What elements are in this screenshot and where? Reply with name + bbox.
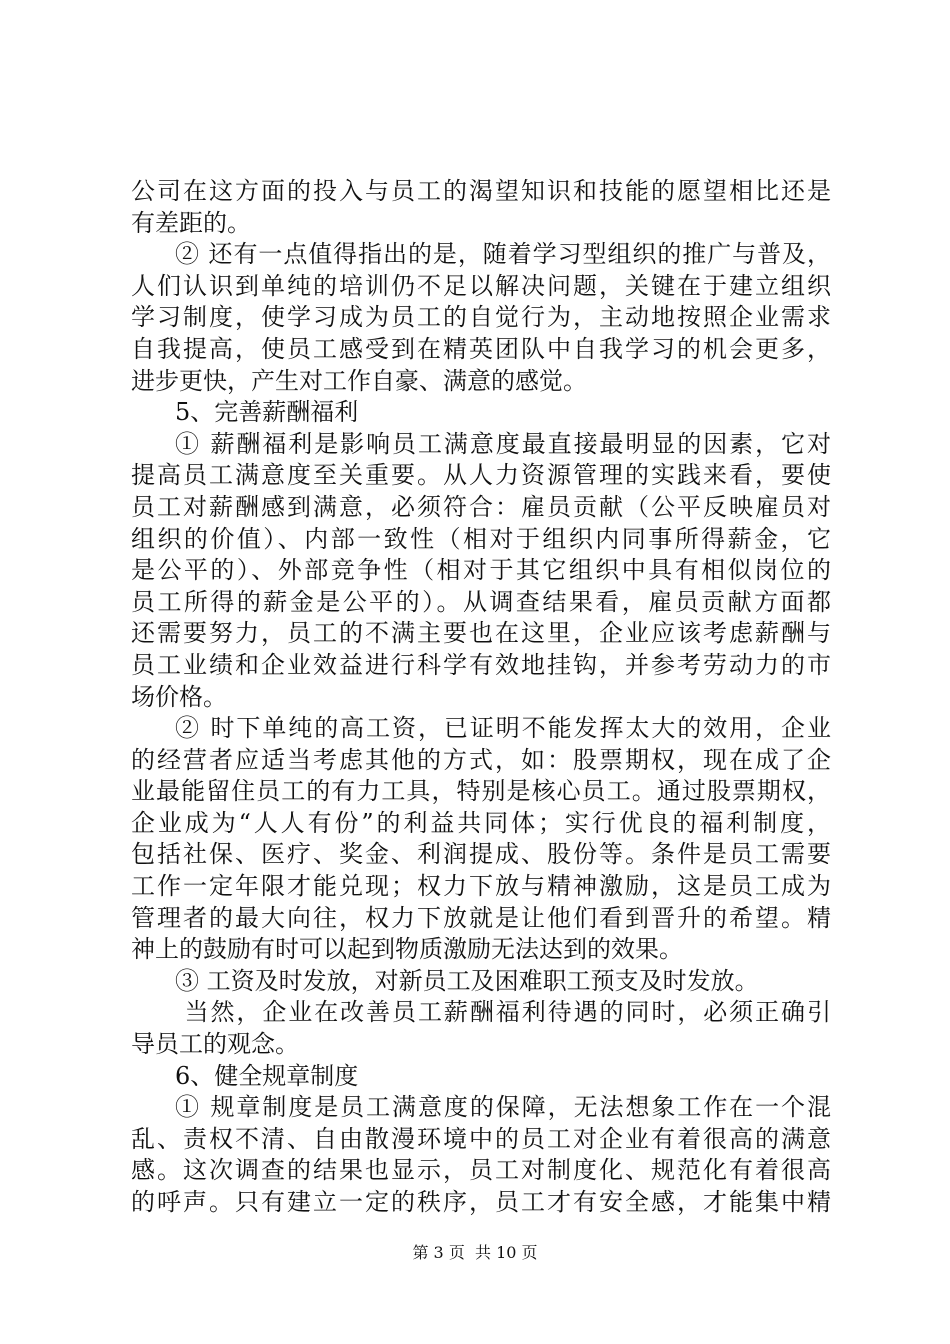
text-line: 企业成为“人人有份”的利益共同体；实行优良的福利制度，	[131, 808, 831, 837]
text-line: 的呼声。只有建立一定的秩序，员工才有安全感，才能集中精	[131, 1188, 831, 1216]
text-line: 场价格。	[131, 682, 227, 711]
text-line: 员工所得的薪金是公平的）。从调查结果看，雇员贡献方面都	[131, 587, 831, 616]
text-line: ② 时下单纯的高工资，已证明不能发挥太大的效用，企业	[175, 714, 831, 743]
text-line: 还需要努力，员工的不满主要也在这里，企业应该考虑薪酬与	[131, 619, 831, 648]
text-line: ③ 工资及时发放，对新员工及困难职工预支及时发放。	[175, 966, 759, 995]
text-line: 业最能留住员工的有力工具，特别是核心员工。通过股票期权，	[131, 777, 831, 806]
text-line: 是公平的）、外部竞争性（相对于其它组织中具有相似岗位的	[131, 556, 831, 585]
text-line: 学习制度，使学习成为员工的自觉行为，主动地按照企业需求	[131, 303, 831, 332]
text-line: 乱、责权不清、自由散漫环境中的员工对企业有着很高的满意	[131, 1124, 831, 1153]
text-line: 有差距的。	[131, 208, 251, 237]
text-line: 员工业绩和企业效益进行科学有效地挂钩，并参考劳动力的市	[131, 650, 831, 679]
text-line: 的经营者应适当考虑其他的方式，如：股票期权，现在成了企	[131, 745, 831, 774]
page-footer: 第 3 页 共 10 页	[412, 1243, 538, 1262]
text-line: 公司在这方面的投入与员工的渴望知识和技能的愿望相比还是	[131, 177, 831, 205]
text-line: 神上的鼓励有时可以起到物质激励无法达到的效果。	[131, 935, 683, 964]
section-heading: 5、完善薪酬福利	[175, 398, 359, 427]
text-line: ① 薪酬福利是影响员工满意度最直接最明显的因素，它对	[175, 429, 831, 458]
document-body	[131, 176, 831, 1219]
text-line: ① 规章制度是员工满意度的保障，无法想象工作在一个混	[175, 1093, 831, 1122]
text-line: 工作一定年限才能兑现；权力下放与精神激励，这是员工成为	[131, 872, 831, 901]
text-line: 提高员工满意度至关重要。从人力资源管理的实践来看，要使	[131, 461, 831, 490]
text-line: 感。这次调查的结果也显示，员工对制度化、规范化有着很高	[131, 1156, 831, 1185]
text-line: 人们认识到单纯的培训仍不足以解决问题，关键在于建立组织	[131, 271, 831, 300]
text-line: ② 还有一点值得指出的是，随着学习型组织的推广与普及，	[175, 240, 831, 269]
text-line: 员工对薪酬感到满意，必须符合：雇员贡献（公平反映雇员对	[131, 492, 831, 521]
text-line: 包括社保、医疗、奖金、利润提成、股份等。条件是员工需要	[131, 840, 831, 869]
section-heading: 6、健全规章制度	[175, 1061, 359, 1090]
text-line: 进步更快，产生对工作自豪、满意的感觉。	[131, 366, 587, 395]
text-line: 组织的价值）、内部一致性（相对于组织内同事所得薪金，它	[131, 524, 831, 553]
text-line: 当然，企业在改善员工薪酬福利待遇的同时，必须正确引	[175, 998, 831, 1027]
text-line: 自我提高，使员工感受到在精英团队中自我学习的机会更多，	[131, 334, 831, 363]
text-line: 管理者的最大向往，权力下放就是让他们看到晋升的希望。精	[131, 903, 831, 932]
text-line: 导员工的观念。	[131, 1030, 299, 1059]
